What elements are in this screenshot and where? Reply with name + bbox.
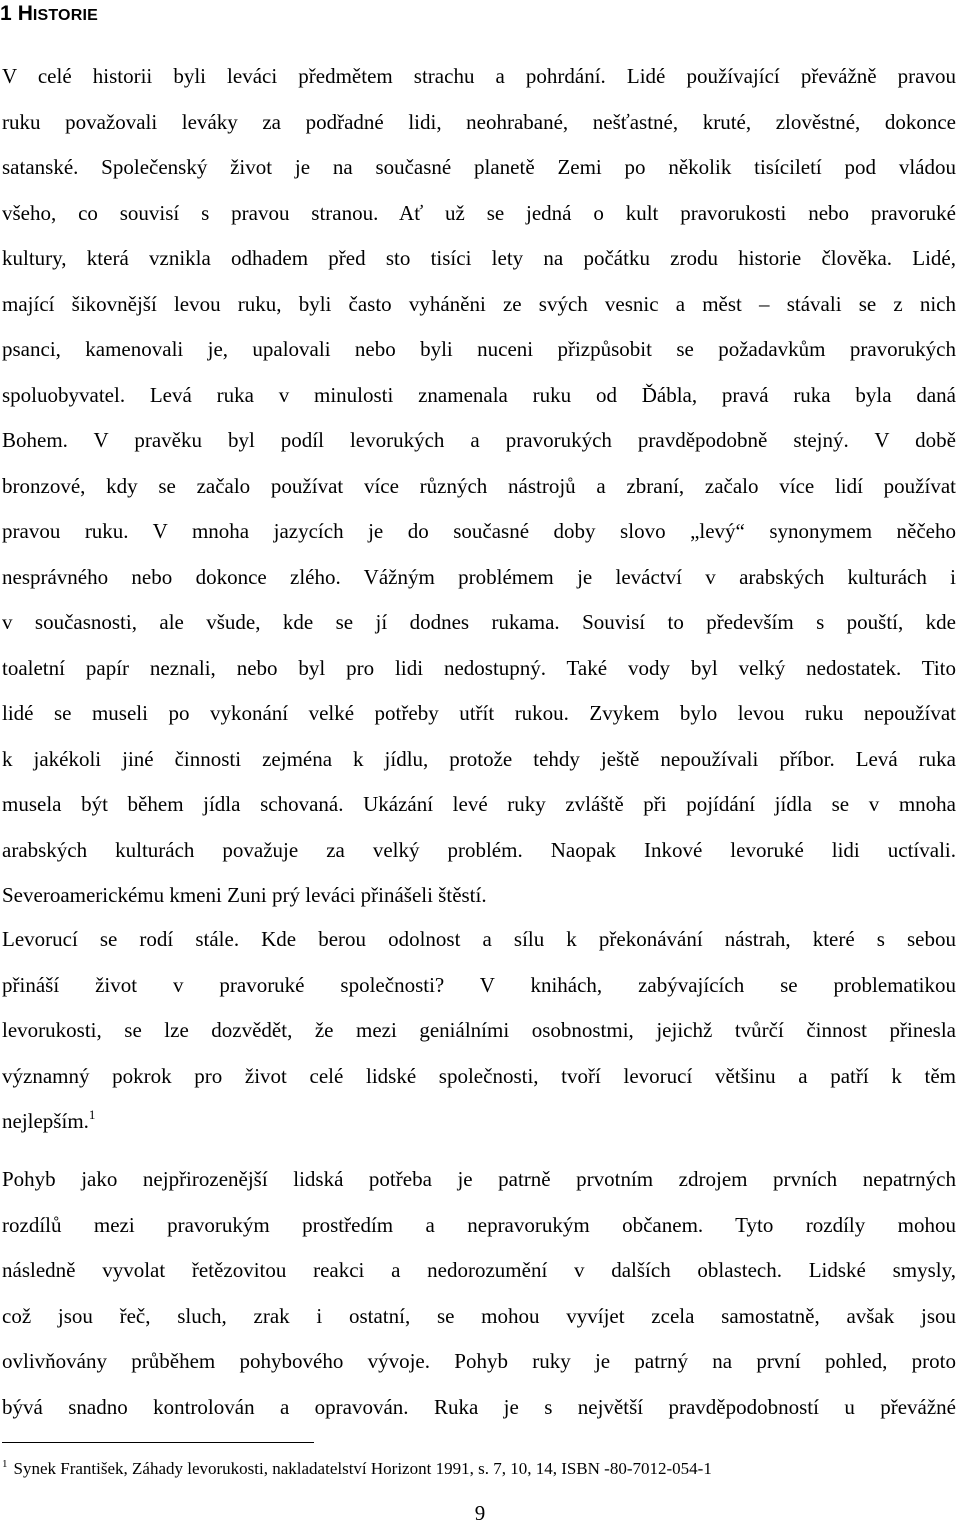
chapter-title-rest: ISTORIE [32,7,98,24]
text-line: V celé historii byli leváci předmětem strachu a pohrdání. Lidé používající převážně pravou [2,64,956,88]
text-line: bronzové, kdy se začalo používat více různých nástrojů a zbraní, začalo více lidí používat [2,473,956,498]
footnote [2,1458,712,1480]
text-line-with-footnote [2,1099,956,1145]
paragraph-lefthanded-genius [2,917,956,1145]
text-line: satanské. Společenský život je na současné planetě Zemi po několik tisíciletí pod vládou [2,155,956,179]
chapter-number: 1 [0,2,12,25]
paragraph-movement [2,1157,956,1430]
text-line: Bohem. V pravěku byl podíl levorukých a pravorukých pravděpodobně stejný. V době [2,428,956,452]
text-line: Pohyb jako nejpřirozenější lidská potřeba je patrně prvotním zdrojem prvních nepatrných [2,1167,956,1191]
page-number: 9 [474,1501,486,1525]
text-line: psanci, kamenovali je, upalovali nebo byli nuceni přizpůsobit se požadavkům pravorukých [2,337,956,361]
text-line: lidé se museli po vykonání velké potřeby utřít rukou. Zvykem bylo levou ruku nepoužívat [2,701,956,725]
text-line: k jakékoli jiné činnosti zejména k jídlu, protože tehdy ještě nepoužívali příbor. Levá ruka [2,746,956,771]
footnote-mark: 1 [2,1458,8,1470]
text-line: ruku považovali leváky za podřadné lidi, neohrabané, nešťastné, kruté, zlověstné, dokonce [2,109,956,134]
text-line: toaletní papír neznali, nebo byl pro lidi nedostupný. Také vody byl velký nedostatek. Tito [2,655,956,680]
text-line: v současnosti, ale všude, kde se jí dodnes rukama. Souvisí to především s pouští, kde [2,610,956,634]
text-line: Levorucí se rodí stále. Kde berou odolnost a sílu k překonávání nástrah, které s sebou [2,927,956,951]
text-line: následně vyvolat řetězovitou reakci a nedorozumění v dalších oblastech. Lidské smysly, [2,1258,956,1282]
chapter-title-initial: H [17,2,33,25]
text-line: kultury, která vznikla odhadem před sto tisíci lety na počátku zrodu historie člověka. Lidé, [2,246,956,270]
text-line: přináší život v pravoruké společnosti? V knihách, zabývajících se problematikou [2,972,956,997]
text-line: významný pokrok pro život celé lidské společnosti, tvoří levorucí většinu a patří k těm [2,1063,956,1088]
footnote-text: Synek František, Záhady levorukosti, nakladatelství Horizont 1991, s. 7, 10, 14, ISBN -80-7012-054-1 [13,1459,712,1478]
text-line: mající šikovnější levou ruku, byli často vyháněni ze svých vesnic a měst – stávali se z nich [2,291,956,316]
text-line: ovlivňovány průběhem pohybového vývoje. Pohyb ruky je patrný na první pohled, proto [2,1349,956,1373]
text-line: arabských kulturách považuje za velký problém. Naopak Inkové levoruké lidi uctívali. [2,837,956,862]
footnote-separator [2,1442,314,1443]
text-line: musela být během jídla schovaná. Ukázání levé ruky zvláště při pojídání jídla se v mnoha [2,792,956,816]
text-line: pravou ruku. V mnoha jazycích je do současné doby slovo „levý“ synonymem něčeho [2,519,956,543]
text-line: rozdílů mezi pravorukým prostředím a nepravorukým občanem. Tyto rozdíly mohou [2,1212,956,1237]
text-line: nesprávného nebo dokonce zlého. Vážným problémem je leváctví v arabských kulturách i [2,564,956,589]
text-line: bývá snadno kontrolován a opravován. Ruka je s největší pravděpodobností u převážné [2,1394,956,1419]
text-line: spoluobyvatel. Levá ruka v minulosti znamenala ruku od Ďábla, pravá ruka byla daná [2,382,956,407]
text-line: levorukosti, se lze dozvědět, že mezi geniálními osobnostmi, jejichž tvůrčí činnost přinesla [2,1018,956,1042]
text-line: Severoamerickému kmeni Zuni prý leváci přinášeli štěstí. [2,883,487,907]
paragraph-history-intro [2,54,956,919]
footnote-reference[interactable]: 1 [88,1107,96,1122]
chapter-heading [0,0,98,30]
text-line: což jsou řeč, sluch, zrak i ostatní, se mohou vyvíjet zcela samostatně, avšak jsou [2,1303,956,1328]
text-line: všeho, co souvisí s pravou stranou. Ať už se jedná o kult pravorukosti nebo pravoruké [2,200,956,225]
text-line: nejlepším. [2,1109,89,1133]
